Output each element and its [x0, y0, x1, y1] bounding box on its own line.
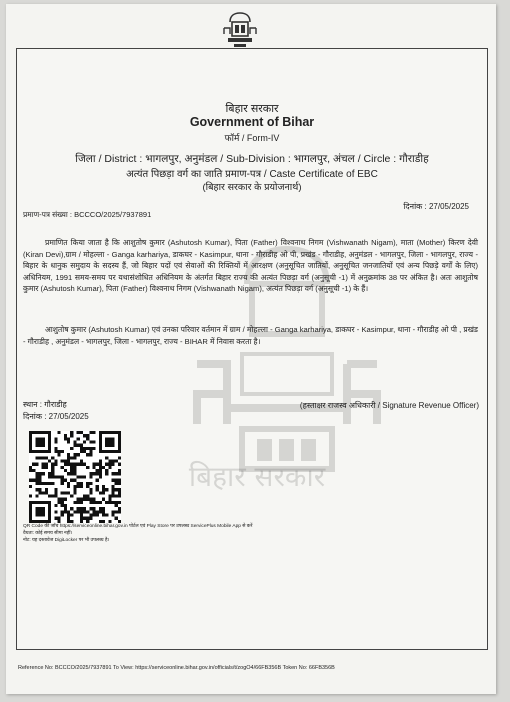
qr-note: QR Code की जाँच https://serviceonline.bihar.gov.in पोर्टल एवं Play Store पर उपलब्ध ServicePlus Mobile App से करें [23, 524, 253, 529]
certification-paragraph: प्रमाणित किया जाता है कि आशुतोष कुमार (Ashutosh Kumar), पिता (Father) विश्वनाथ निगम (Vishwanath Nigam), माता (Mother) किरण देवी (Kiran Devi),ग्राम / मोहल्ला - Ganga karhariya, डाकघर - Kasimpur, थाना - गौराडीह ओ पी, प्रखंड - गौराडीह, अनुमंडल - भागलपुर, जिला - भागलपुर, राज्य - बिहार के धानुक समुदाय के सदस्य हैं, जो बिहार पदों एवं सेवाओं की रिक्तियों में आरक्षण (अनुसूचित जातियों, अनुसूचित जनजातियों एवं अन्य पिछड़े वर्गों के लिए) अधिनियम, 1991 समय-समय पर यथासंशोधित अधिनियम के अंतर्गत बिहार राज्य की अत्यंत पिछड़ा वर्ग (अनुसूची -1) में अनुक्रमांक 38 पर अंकित है। अतः आशुतोष कुमार (Ashutosh Kumar), पिता (Father) विश्वनाथ निगम (Vishwanath Nigam), अत्यंत पिछड़ा वर्ग (अनुसूची -1) के हैं। [23, 238, 478, 293]
bihar-emblem-icon [220, 8, 260, 50]
issue-date-bottom: दिनांक : 27/05/2025 [23, 412, 89, 421]
certificate-frame [16, 48, 488, 650]
watermark-text: बिहार सरकार [188, 460, 326, 493]
government-title-hindi: बिहार सरकार [225, 103, 279, 115]
form-number: फॉर्म / Form-IV [224, 133, 280, 143]
certificate-number: प्रमाण-पत्र संख्या : BCCCO/2025/7937891 [23, 210, 152, 219]
place: स्थान : गौराडीह [23, 400, 67, 409]
certificate-sheet [6, 4, 496, 694]
residence-paragraph: आशुतोष कुमार (Ashutosh Kumar) एवं उनका परिवार वर्तमान में ग्राम / मोहल्ला - Ganga karhariya, डाकघर - Kasimpur, थाना - गौराडीह ओ पी , प्रखंड - गौराडीह , अनुमंडल - भागलपुर, जिला - भागलपुर, राज्य - BIHAR में निवास करता है। [23, 325, 478, 346]
issue-date-top: दिनांक : 27/05/2025 [403, 202, 469, 211]
district-line: जिला / District : भागलपुर, अनुमंडल / Sub-Division : भागलपुर, अंचल / Circle : गौराडीह [75, 153, 429, 165]
government-title-english: Government of Bihar [189, 115, 315, 129]
digilocker-note: नोट: यह दस्तावेज DigiLocker पर भी उपलब्ध है। [23, 538, 110, 543]
validity-note: वैधता: कोई समय सीमा नहीं। [23, 531, 73, 536]
certificate-title: अत्यंत पिछड़ा वर्ग का जाति प्रमाण-पत्र / Caste Certificate of EBC [126, 169, 378, 180]
signature-label: (हस्ताक्षर राजस्व अधिकारी / Signature Revenue Officer) [299, 401, 479, 410]
issued-purpose: (बिहार सरकार के प्रयोजनार्थ) [202, 182, 302, 193]
qr-code-icon [29, 431, 121, 523]
reference-footer: Reference No: BCCCO/2025/7937891 To View: https://serviceonline.bihar.gov.in/officials/t/zogO4/66FB356B Token No: 66FB356B [18, 665, 335, 671]
